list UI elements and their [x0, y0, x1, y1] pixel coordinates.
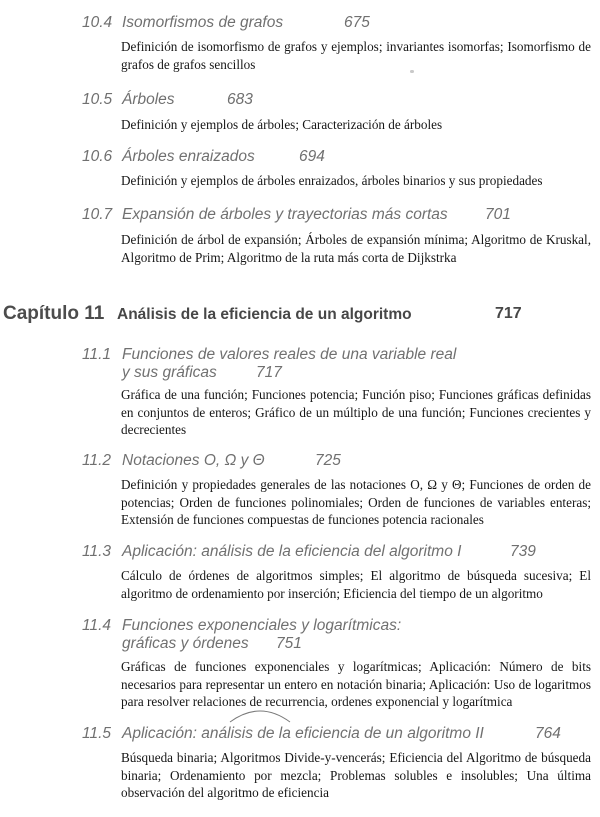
section-title: Aplicación: análisis de la eficiencia del algoritmo I: [122, 543, 462, 560]
section-heading-11-5: [82, 725, 561, 743]
section-description-11-5: Búsqueda binaria; Algoritmos Divide-y-vencerás; Eficiencia del Algoritmo de búsqueda binaria; Ordenamiento por mezcla; Problemas solubles e insolubles; Una última observación del algoritmo de eficiencia: [121, 750, 591, 800]
section-description-11-3: Cálculo de órdenes de algoritmos simples; El algoritmo de búsqueda sucesiva; El algoritmo de ordenamiento por inserción; Eficiencia del tiempo de un algoritmo: [121, 568, 591, 601]
section-page-number: 701: [485, 206, 511, 223]
section-heading-11-4: [82, 617, 402, 652]
section-title-line-1: Funciones exponenciales y logarítmicas:: [122, 617, 402, 634]
section-title: Isomorfismos de grafos: [122, 14, 284, 31]
section-number: 11.4: [82, 617, 112, 634]
section-page-number: 717: [256, 364, 282, 381]
section-page-number: 751: [276, 635, 302, 652]
section-description-11-4: Gráficas de funciones exponenciales y logarítmicas; Aplicación: Número de bits necesarios para representar un entero en notación binaria; Aplicación: Uso de logaritmos para resolver relaciones de recurrencia, ordenes exponencial y logarítmica: [121, 659, 591, 709]
section-heading-10-7: [82, 206, 511, 224]
section-heading-10-4: [82, 14, 370, 32]
section-heading-10-6: [82, 148, 325, 166]
section-heading-11-1: [82, 346, 457, 381]
section-page-number: 675: [344, 14, 370, 31]
section-number: 11.3: [82, 543, 112, 560]
section-description-10-5: Definición y ejemplos de árboles; Caracterización de árboles: [121, 117, 443, 132]
section-title-line-2-row: [122, 364, 282, 382]
section-page-number: 725: [315, 452, 341, 469]
section-number: 10.4: [82, 14, 113, 31]
section-number: 11.1: [82, 346, 112, 363]
section-title: Aplicación: análisis de la eficiencia de un algoritmo II: [122, 725, 484, 742]
section-number: 10.6: [82, 148, 113, 165]
section-heading-11-2: [82, 452, 341, 470]
section-title-line-2-row: [122, 635, 302, 653]
chapter-page-number: 717: [495, 305, 522, 322]
decorative-arc-icon: [228, 706, 292, 724]
section-description-11-2: Definición y propiedades generales de las notaciones O, Ω y Θ; Funciones de orden de potencias; Orden de funciones polinomiales; Orden de funciones de variables enteras; Extensión de funciones compuestas de funciones potencia racionales: [121, 477, 591, 527]
section-number: 11.2: [82, 452, 112, 469]
section-description-11-1: Gráfica de una función; Funciones potencia; Función piso; Funciones gráficas definidas en conjuntos de enteros; Gráfico de un múltiplo de una función; Funciones crecientes y decrecientes: [121, 387, 591, 437]
section-description-10-7: Definición de árbol de expansión; Árboles de expansión mínima; Algoritmo de Kruskal, Algoritmo de Prim; Algoritmo de la ruta más corta de Dijkstrka: [121, 232, 591, 265]
print-speck: [410, 70, 414, 73]
chapter-heading: [3, 303, 522, 325]
section-page-number: 764: [535, 725, 561, 742]
section-title-line-1: Funciones de valores reales de una variable real: [122, 346, 457, 363]
section-page-number: 739: [510, 543, 536, 560]
section-description-10-4: Definición de isomorfismo de grafos y ejemplos; invariantes isomorfas; Isomorfismo de grafos de grafos sencillos: [121, 39, 591, 72]
section-title: Notaciones O, Ω y Θ: [122, 452, 265, 469]
section-number: 10.7: [82, 206, 113, 223]
section-heading-11-3: [82, 543, 536, 561]
section-description-10-6: Definición y ejemplos de árboles enraizados, árboles binarios y sus propiedades: [121, 173, 543, 188]
section-heading-10-5: [82, 91, 253, 109]
section-page-number: 683: [227, 91, 253, 108]
section-number: 11.5: [82, 725, 112, 742]
section-title: Árboles enraizados: [122, 148, 255, 165]
section-number: 10.5: [82, 91, 113, 108]
section-page-number: 694: [299, 148, 325, 165]
section-title-line-2: y sus gráficas: [122, 364, 217, 381]
chapter-title: Análisis de la eficiencia de un algoritmo: [117, 306, 412, 323]
section-title: Árboles: [122, 91, 175, 108]
chapter-label: Capítulo 11: [3, 303, 105, 324]
section-title-line-2: gráficas y órdenes: [122, 635, 249, 652]
section-title: Expansión de árboles y trayectorias más cortas: [122, 206, 448, 223]
